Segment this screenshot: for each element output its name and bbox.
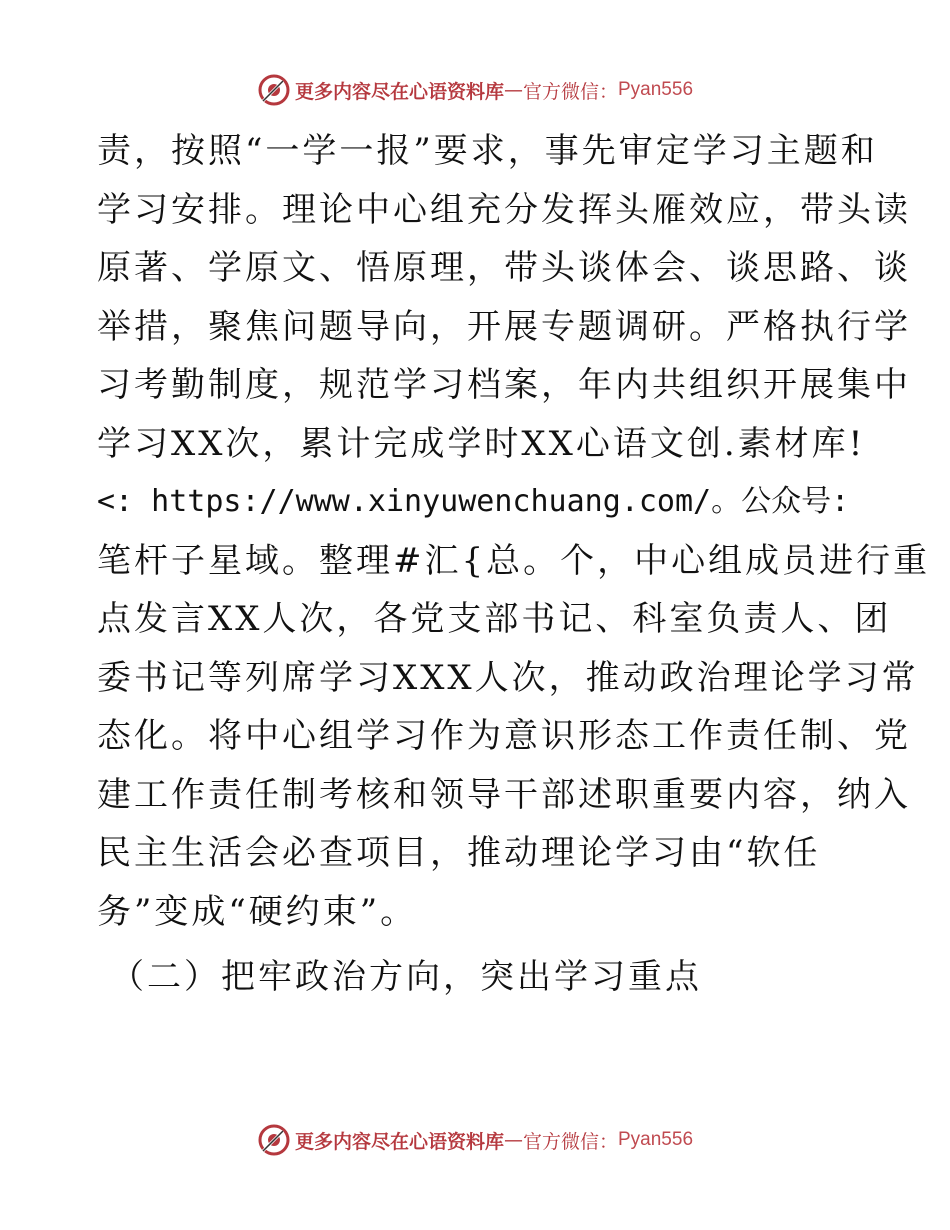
- watermark-main-text: 更多内容尽在心语资料库: [294, 80, 504, 103]
- body-line: 建工作责任制考核和领导干部述职重要内容，纳入: [97, 774, 911, 815]
- body-line: 民主生活会必查项目，推动理论学习由“软任: [97, 833, 821, 873]
- body-line: 点发言XX人次，各党支部书记、科室负责人、团: [97, 599, 892, 639]
- watermark-main-text: 更多内容尽在心语资料库: [294, 1130, 504, 1153]
- body-line: 原著、学原文、悟原理，带头谈体会、谈思路、谈: [97, 248, 911, 288]
- watermark-dash: —: [503, 1129, 523, 1151]
- watermark-wechat-label: 官方微信：: [522, 1130, 618, 1153]
- watermark-wechat-label: 官方微信：: [522, 80, 618, 103]
- body-line: 举措，聚焦问题导向，开展专题调研。严格执行学: [97, 306, 911, 347]
- body-line: 责，按照“一学一报”要求，事先审定学习主题和: [97, 131, 878, 171]
- body-line: 务”变成“硬约束”。: [97, 891, 418, 932]
- section-heading: （二）把牢政治方向，突出学习重点: [110, 957, 702, 997]
- body-line: 态化。将中心组学习作为意识形态工作责任制、党: [97, 716, 911, 756]
- document-body: [97, 122, 931, 941]
- logo-icon: [257, 73, 291, 107]
- body-line: 委书记等列席学习XXX人次，推动政治理论学习常: [97, 657, 919, 698]
- header-watermark: [0, 73, 950, 107]
- watermark-wechat-id: Pyan556: [618, 79, 694, 100]
- watermark-dash: —: [503, 79, 523, 101]
- body-line-url: <: https://www.xinyuwenchuang.com/。公众号:: [97, 484, 850, 519]
- footer-watermark: [0, 1123, 950, 1157]
- body-line: 笔杆子星域。整理#汇{总。个，中心组成员进行重: [97, 540, 931, 581]
- watermark-wechat-id: Pyan556: [618, 1129, 694, 1150]
- body-line: 学习安排。理论中心组充分发挥头雁效应，带头读: [97, 189, 911, 230]
- logo-icon: [257, 1123, 291, 1157]
- body-line: 习考勤制度，规范学习档案，年内共组织开展集中: [97, 365, 911, 405]
- body-line: 学习XX次，累计完成学时XX心语文创.素材库!: [97, 423, 866, 464]
